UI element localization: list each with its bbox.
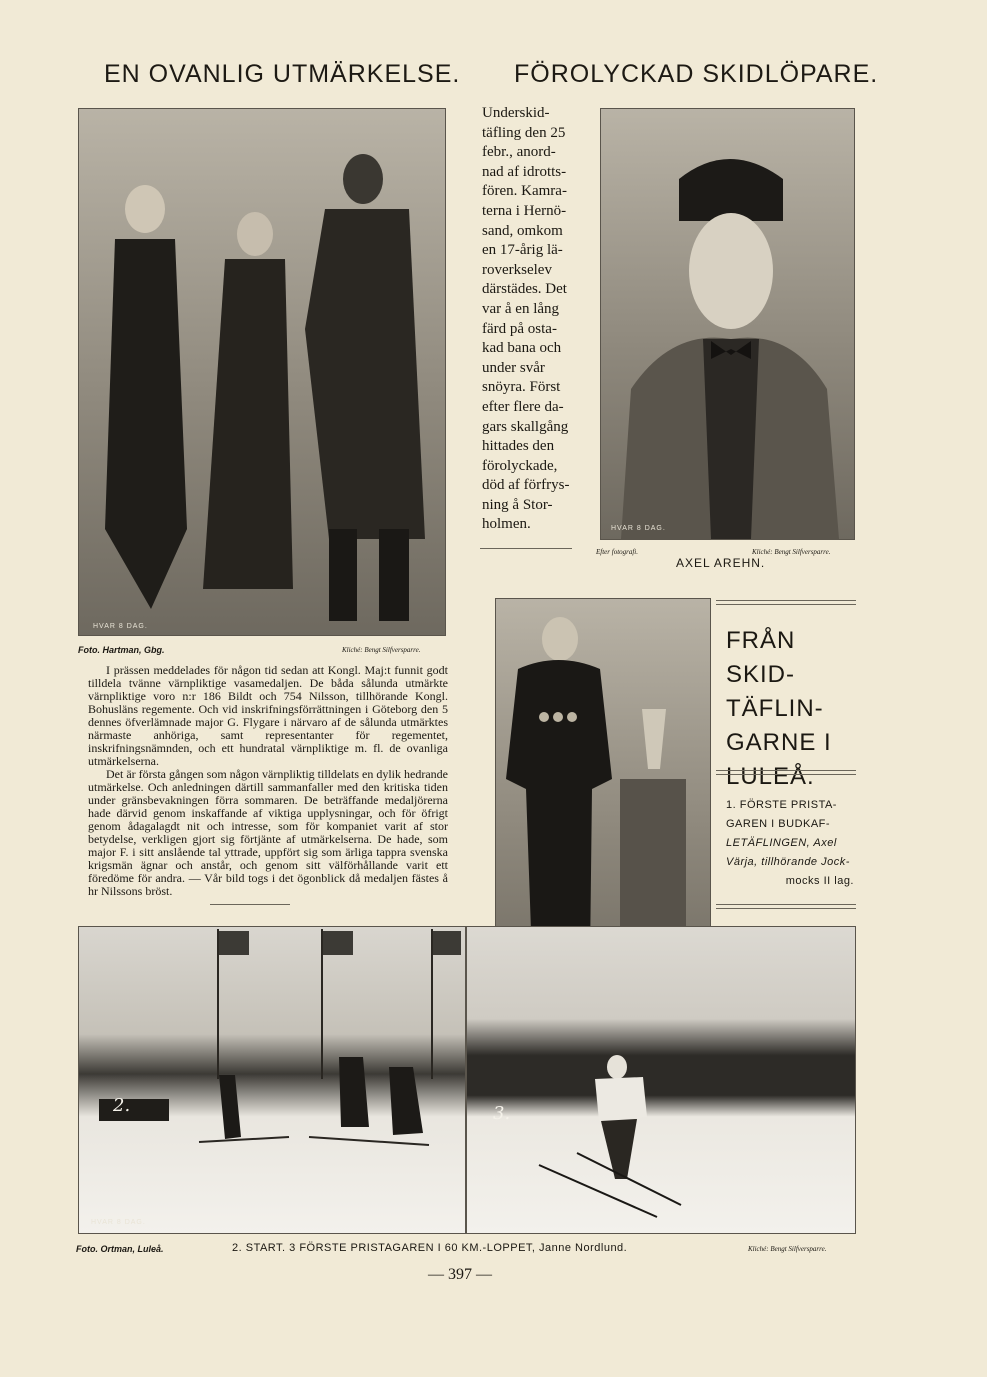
column-line: gars skallgång [482, 418, 569, 435]
caption-line: LETÄFLINGEN, Axel [726, 837, 837, 849]
lulea-title [726, 624, 866, 794]
caption-line: 1. FÖRSTE PRISTA- [726, 799, 837, 811]
medal-ceremony-figures [79, 109, 445, 635]
column-line: var å en lång [482, 300, 560, 317]
medal-ceremony-photo [78, 108, 446, 636]
figure-number-3: 3. [493, 1103, 511, 1124]
portrait-cliche: Kliché: Bengt Silfversparre. [752, 548, 831, 556]
photo-tag: HVAR 8 DAG. [93, 623, 148, 630]
portrait-credit: Efter fotografi. [596, 548, 638, 556]
title-bottom-rule [716, 770, 856, 771]
ski-start-scene [79, 927, 465, 1233]
column-line: Underskid- [482, 105, 550, 121]
heading-ovanlig-utmarkelse: EN OVANLIG UTMÄRKELSE. [104, 60, 461, 88]
column-line: förolyckade, [482, 457, 558, 474]
caption-line: mocks II lag. [785, 875, 854, 887]
title-line: LULEÅ. [726, 763, 815, 790]
title-line: FRÅN SKID- [726, 627, 796, 688]
column-line: terna i Hernö- [482, 202, 567, 219]
column-line: en 17-årig lä- [482, 242, 563, 259]
column-rule [480, 548, 572, 549]
photo-tag: HVAR 8 DAG. [611, 525, 666, 532]
column-line: snöyra. Först [482, 379, 561, 396]
ski-start-photo [78, 926, 466, 1234]
caption-rule [716, 904, 856, 905]
column-line: färd på osta- [482, 320, 557, 337]
winner-scene [467, 927, 855, 1233]
page-number: — 397 — [428, 1266, 492, 1283]
axel-arehn-portrait [600, 108, 855, 540]
column-line: efter flere da- [482, 398, 564, 415]
title-top-rule [716, 600, 856, 601]
bottom-cliche: Kliché: Bengt Silfversparre. [748, 1245, 827, 1253]
first-prize-photo [466, 926, 856, 1234]
medal-article-p2: Det är första gången som någon värnpliktig tilldelats en dylik hedrande utmärkelse. Och anledningen därtill sammanfaller med den kritiska tiden under gränsbevakningen förra sommaren. De beträffande medaljörerna hade därvid genom inskaffande af viktiga upplysningar, och för öfrigt genom ådagalagdt nit och intresse, som för kompaniet varit af stor betydelse, verkligen gjort sig förtjänte af utmärkelserna. De hade, som major F. i sitt anslående tal yttrade, uppfört sig som ärliga tappra svenska krigsmän ägnar och anstår, och genom sitt välförhållande varit ett föredöme för andra. — Vår bild togs i det ögonblick då medaljen fästes å hr Nilssons bröst. [88, 767, 448, 898]
caption-rule [716, 908, 856, 909]
lulea-caption [726, 796, 860, 891]
caption-line: Värja, tillhörande Jock- [726, 856, 850, 868]
column-line: död af förfrys- [482, 477, 570, 494]
column-line: sand, omkom [482, 222, 563, 239]
bottom-photo-credit: Foto. Ortman, Luleå. [76, 1244, 164, 1254]
caption-line: GAREN I BUDKAF- [726, 818, 831, 830]
column-line: därstädes. Det [482, 281, 567, 298]
figure-number-2: 2. [113, 1095, 131, 1116]
column-line: hittades den [482, 438, 555, 455]
column-line: täfling den 25 [482, 124, 566, 141]
portrait-figure [601, 109, 854, 539]
bottom-caption: 2. START. 3 FÖRSTE PRISTAGAREN I 60 KM.-LOPPET, Janne Nordlund. [232, 1242, 628, 1254]
medal-photo-cliche: Kliché: Bengt Silfversparre. [342, 646, 421, 654]
heading-forolyckad-skidlopare: FÖROLYCKAD SKIDLÖPARE. [514, 60, 879, 88]
portrait-name: AXEL AREHN. [676, 556, 766, 570]
column-line: ning å Stor- [482, 496, 553, 513]
title-bottom-rule [716, 774, 856, 775]
column-line: roverkselev [482, 261, 552, 278]
column-line: kad bana och [482, 340, 562, 357]
medal-article [88, 664, 448, 898]
title-top-rule [716, 604, 856, 605]
title-line: GARNE I [726, 729, 832, 756]
column-line: holmen. [482, 516, 531, 533]
medal-article-p1: I prässen meddelades för någon tid sedan att Kongl. Maj:t funnit godt tilldela tvänne värnpliktige vasamedaljen. De båda sålunda utmärkte värnpliktige voro n:r 186 Bildt och 754 Nilsson, tillhörande Kongl. Bohusläns regemente. Och vid inskrifningsförrättningen i Göteborg den 5 dennes öfverlämnade major G. Flygare i närvaro af de sålunda utmärktes närmaste anhöriga, samt representanter för regementet, inskrifningsnämnden, och ett hundratal värnpliktige m. fl. de ovanliga utmärkelserna. [88, 663, 448, 768]
skier-accident-column [482, 104, 582, 535]
column-line: under svår [482, 359, 545, 376]
column-line: nad af idrotts- [482, 163, 567, 180]
title-line: TÄFLIN- [726, 695, 824, 722]
medal-photo-credit: Foto. Hartman, Gbg. [78, 645, 165, 655]
column-line: fören. Kamra- [482, 183, 567, 200]
column-line: febr., anord- [482, 144, 556, 161]
photo-tag: HVAR 8 DAG. [91, 1219, 146, 1226]
article-end-rule [210, 904, 290, 905]
